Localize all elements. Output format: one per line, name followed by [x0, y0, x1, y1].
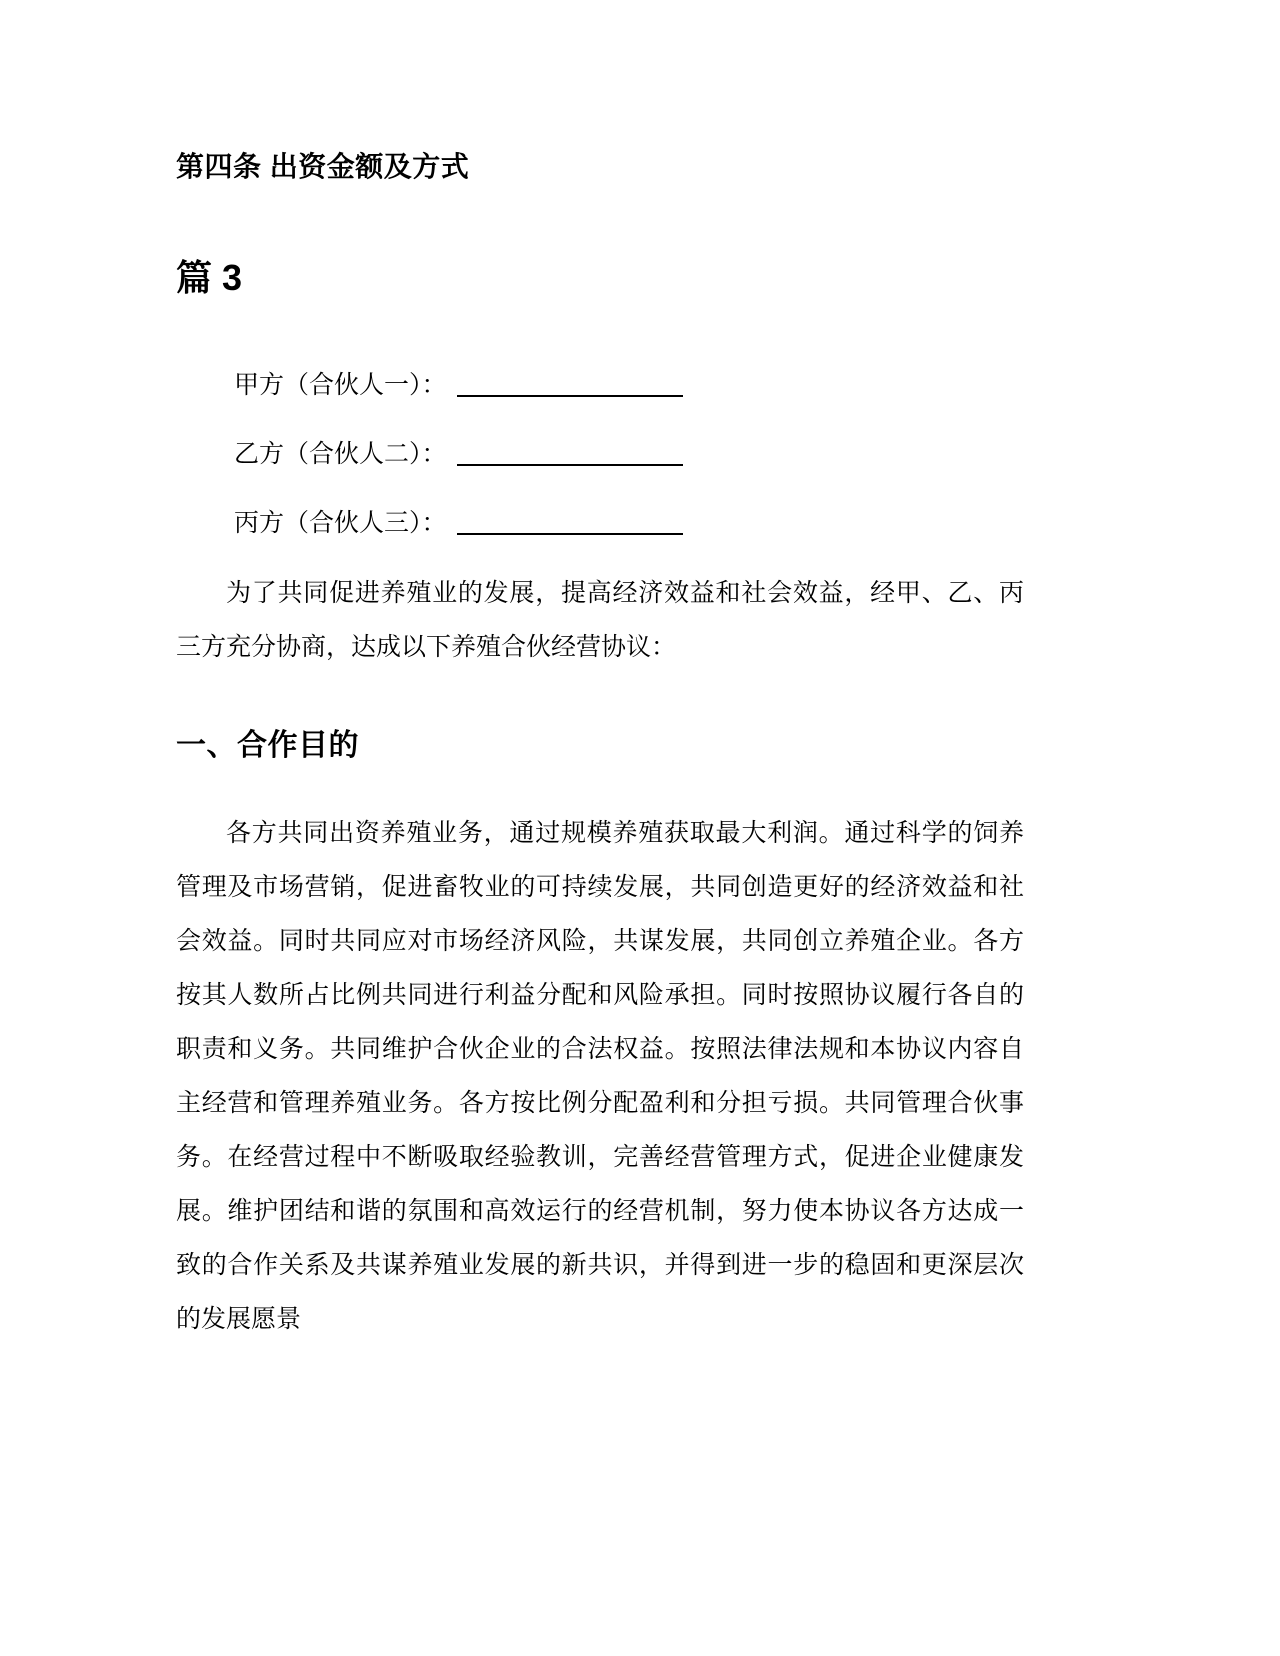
document-content: [176, 0, 1024, 1346]
party-blank-first[interactable]: [457, 395, 683, 397]
pian-heading: 篇 3: [176, 256, 243, 298]
party-label-first: 甲方（合伙人一）：: [234, 370, 447, 399]
clause-heading: 第四条 出资金额及方式: [176, 151, 470, 182]
party-blank-second[interactable]: [457, 464, 683, 466]
party-line-second: [176, 439, 1024, 468]
body-paragraph-purpose: 各方共同出资养殖业务，通过规模养殖获取最大利润。通过科学的饲养管理及市场营销，促进畜牧业的可持续发展，共同创造更好的经济效益和社会效益。同时共同应对市场经济风险，共谋发展，共同创立养殖企业。各方按其人数所占比例共同进行利益分配和风险承担。同时按照协议履行各自的职责和义务。共同维护合伙企业的合法权益。按照法律法规和本协议内容自主经营和管理养殖业务。各方按比例分配盈利和分担亏损。共同管理合伙事务。在经营过程中不断吸取经验教训，完善经营管理方式，促进企业健康发展。维护团结和谐的氛围和高效运行的经营机制，努力使本协议各方达成一致的合作关系及共谋养殖业发展的新共识，并得到进一步的稳固和更深层次的发展愿景: [176, 818, 1024, 1333]
party-label-third: 丙方（合伙人三）：: [234, 508, 447, 537]
party-label-second: 乙方（合伙人二）：: [234, 439, 447, 468]
party-blank-third[interactable]: [457, 533, 683, 535]
party-line-third: [176, 508, 1024, 537]
party-line-first: [176, 370, 1024, 399]
intro-paragraph: 为了共同促进养殖业的发展，提高经济效益和社会效益，经甲、乙、丙三方充分协商，达成以下养殖合伙经营协议：: [176, 578, 1024, 661]
section-heading-purpose: 一、合作目的: [176, 728, 359, 762]
party-signature-block: [176, 299, 1024, 536]
